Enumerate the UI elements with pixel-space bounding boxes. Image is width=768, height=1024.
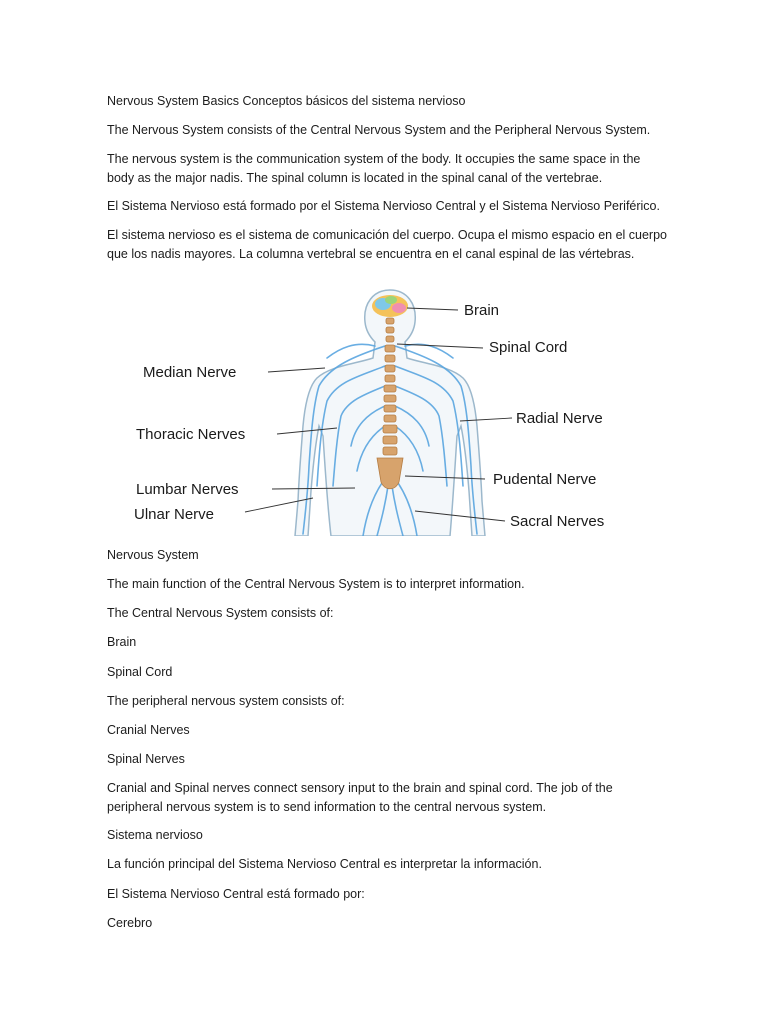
- label-median-nerve: Median Nerve: [143, 364, 237, 381]
- label-ulnar-nerve: Ulnar Nerve: [134, 506, 215, 523]
- list-item-cerebro: Cerebro: [107, 916, 153, 930]
- label-radial-nerve: Radial Nerve: [516, 410, 603, 427]
- section-heading-sistema-nervioso: Sistema nervioso: [107, 828, 203, 842]
- paragraph-3: El Sistema Nervioso está formado por el Sistema Nervioso Central y el Sistema Nervioso Periférico.: [107, 199, 660, 213]
- list-item-cranial-nerves: Cranial Nerves: [107, 723, 190, 737]
- list-item-spinal-cord: Spinal Cord: [107, 665, 173, 679]
- list-item-brain: Brain: [107, 635, 137, 649]
- label-spinal-cord: Spinal Cord: [489, 339, 568, 356]
- label-pudental-nerve: Pudental Nerve: [493, 471, 597, 488]
- nervous-system-diagram: [105, 286, 670, 536]
- paragraph-2: The nervous system is the communication system of the body. It occupies the same space in the body as the major nadis. The spinal column is located in the spinal canal of the vertebrae.: [107, 152, 641, 185]
- nervous-system-illustration: [105, 286, 670, 536]
- paragraph-nerves-connect: Cranial and Spinal nerves connect sensory input to the brain and spinal cord. The job of the peripheral nervous system is to send information to the central nervous system.: [107, 781, 613, 814]
- paragraph-cns-consists: The Central Nervous System consists of:: [107, 606, 334, 620]
- document-title-line: Nervous System Basics Conceptos básicos del sistema nervioso: [107, 94, 466, 108]
- paragraph-1: The Nervous System consists of the Central Nervous System and the Peripheral Nervous System.: [107, 123, 651, 137]
- label-thoracic-nerves: Thoracic Nerves: [136, 426, 246, 443]
- label-lumbar-nerves: Lumbar Nerves: [136, 481, 239, 498]
- paragraph-cns-function: The main function of the Central Nervous System is to interpret information.: [107, 577, 525, 591]
- paragraph-snc-formado: El Sistema Nervioso Central está formado por:: [107, 887, 365, 901]
- label-sacral-nerves: Sacral Nerves: [510, 513, 605, 530]
- paragraph-pns-consists: The peripheral nervous system consists of:: [107, 694, 345, 708]
- section-heading-nervous-system: Nervous System: [107, 548, 199, 562]
- label-brain: Brain: [464, 302, 500, 319]
- paragraph-4: El sistema nervioso es el sistema de comunicación del cuerpo. Ocupa el mismo espacio en el cuerpo que los nadis mayores. La columna vertebral se encuentra en el canal espinal de las vértebras.: [107, 228, 667, 261]
- list-item-spinal-nerves: Spinal Nerves: [107, 752, 185, 766]
- paragraph-funcion-principal: La función principal del Sistema Nervioso Central es interpretar la información.: [107, 857, 542, 871]
